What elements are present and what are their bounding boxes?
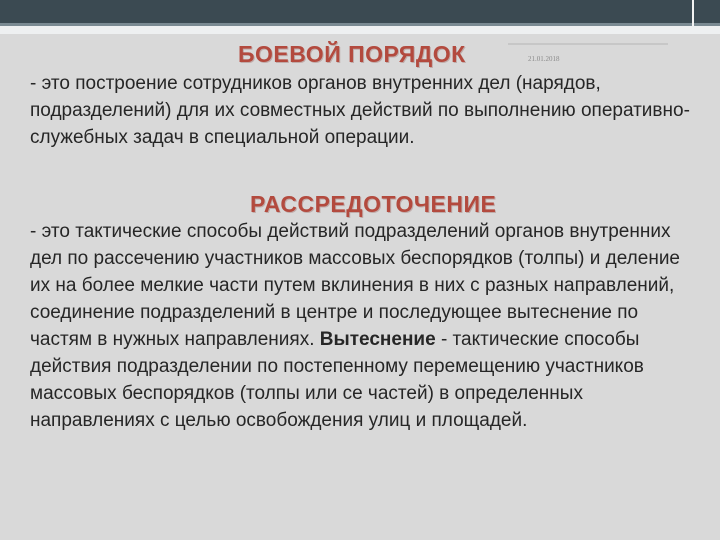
paragraph-dispersal-definition [30,218,700,434]
top-bar-highlight [0,26,720,34]
heading-dispersal: РАССРЕДОТОЧЕНИЕ [250,191,497,217]
top-bar-divider [692,0,694,26]
paragraph-dispersal-text: - это тактические способы действий подразделений органов внутренних дел по рассечению участников массовых беспорядков (толпы) и деление их на более мелкие части путем вклинения в них с разных направлений, соединение подразделений в центре и последующее вытеснение по частям в нужных направлениях. [30,221,680,350]
top-bar [0,0,720,23]
term-displacement: Вытеснение [319,329,436,350]
paragraph-displacement-text: - тактические способы действия подразделении по постепенному перемещению участников массовых беспорядков (толпы или се частей) в определенных направлениях с целью освобождения улиц и площадей. [30,329,644,431]
paragraph-battle-order-definition: - это построение сотрудников органов внутренних дел (нарядов, подразделений) для их совместных действий по выполнению оперативно-служебных задач в специальной операции. [30,73,690,148]
date-underline [508,43,668,45]
heading-battle-order: БОЕВОЙ ПОРЯДОК [238,41,466,67]
slide-date: 21.01.2018 [528,55,560,63]
